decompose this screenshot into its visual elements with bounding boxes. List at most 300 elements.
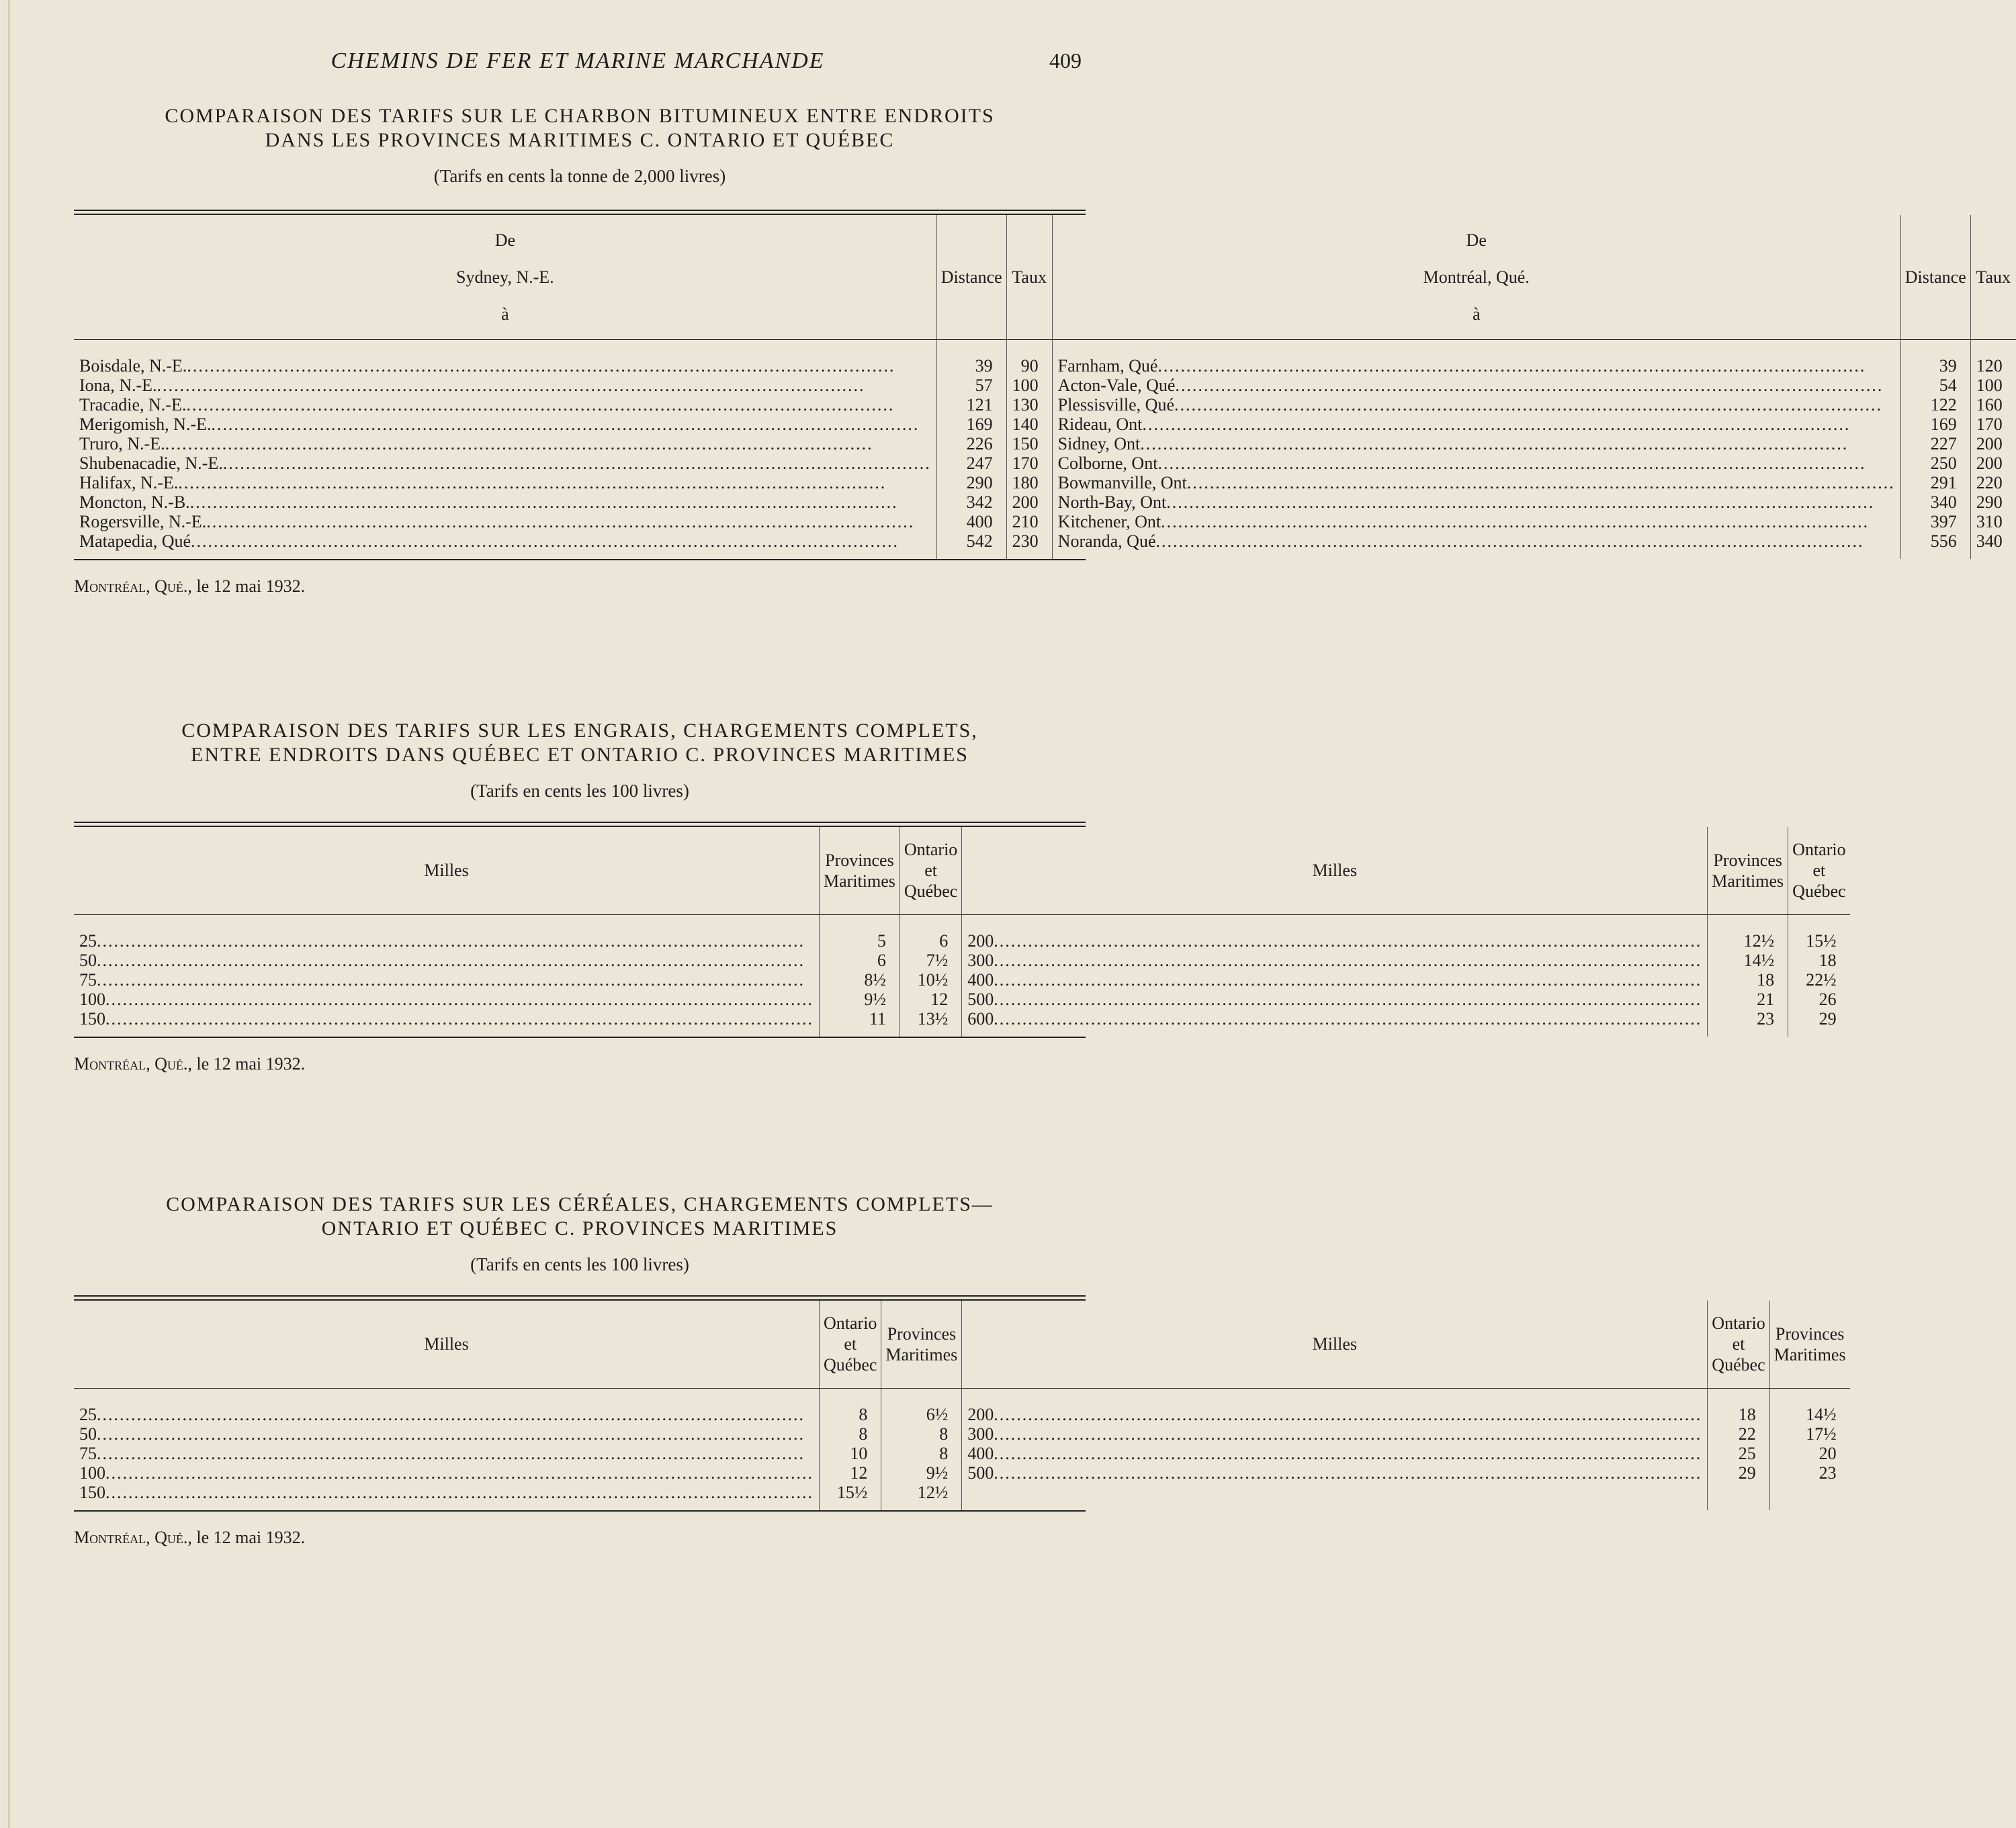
rate-cell: 170 (1006, 453, 1052, 473)
destination-from-sydney-text: Boisdale, N.-E. (79, 355, 187, 376)
coal-col-from-label: De (1466, 230, 1487, 250)
miles-cell (962, 1463, 1708, 1483)
fertilizer-col-pm-left (820, 827, 900, 914)
miles-cell-text: 500 (967, 1463, 994, 1483)
dot-leader (97, 1424, 814, 1444)
fertilizer-subheading: (Tarifs en cents les 100 livres) (470, 781, 689, 801)
rate-cell: 100 (1976, 375, 2003, 395)
fertilizer-heading-line2: ENTRE ENDROITS DANS QUÉBEC ET ONTARIO C. PROVINCES MARITIMES (191, 744, 969, 766)
rate-cell: 340 (1976, 531, 2003, 551)
miles-cell (962, 990, 1708, 1009)
rate-cell: 210 (1006, 512, 1052, 531)
distance-cell: 57 (936, 376, 1006, 395)
miles-cell (74, 1444, 820, 1463)
dot-leader (105, 1009, 814, 1029)
maritimes-rate-cell: 9½ (881, 1463, 962, 1483)
dot-leader (994, 951, 1702, 970)
destination-from-montreal-text: Bowmanville, Ont (1057, 472, 1187, 492)
miles-cell-text: 300 (967, 1424, 994, 1444)
destination-from-sydney-text: Tracadie, N.-E. (79, 394, 187, 415)
destination-from-montreal (1052, 415, 1900, 434)
cereal-table-body (74, 1388, 1850, 1510)
ontario-quebec-rate-cell: 12 (900, 990, 961, 1009)
ontario-quebec-rate-cell: 13½ (900, 1009, 961, 1029)
distance-cell: 291 (1900, 473, 1970, 492)
miles-cell (74, 1405, 820, 1424)
destination-from-sydney-text: Truro, N.-E. (79, 433, 165, 453)
miles-cell-text: 75 (79, 1443, 97, 1463)
coal-col-taux-right: Taux (1970, 215, 2016, 339)
col-oq-line1: Ontario (904, 840, 958, 860)
miles-cell-text: 500 (967, 989, 994, 1009)
dot-leader (1174, 395, 1895, 415)
table-row (74, 376, 2016, 395)
fertilizer-table-body (74, 914, 1850, 1037)
coal-col-distance-left: Distance (936, 215, 1006, 339)
maritimes-rate-cell: 8 (881, 1444, 962, 1463)
table-row (74, 1405, 1850, 1424)
table-row (74, 970, 1850, 990)
ontario-quebec-rate-cell: 22½ (1806, 969, 1837, 990)
ontario-quebec-rate-cell: 18 (1818, 950, 1837, 970)
destination-from-sydney (74, 512, 936, 531)
ontario-quebec-rate-cell: 12 (820, 1463, 881, 1483)
destination-from-sydney (74, 376, 936, 395)
coal-rates-section (74, 104, 2011, 597)
table-row (74, 512, 2016, 531)
miles-cell-text: 50 (79, 1424, 97, 1444)
distance-cell: 400 (936, 512, 1006, 531)
page-margin-line (8, 0, 10, 1828)
maritimes-rate-cell: 5 (820, 931, 900, 951)
dot-leader (105, 1483, 814, 1502)
col-oq-line3: Québec (1712, 1355, 1765, 1375)
miles-cell (962, 1424, 1708, 1444)
destination-from-sydney-text: Iona, N.-E. (79, 375, 157, 395)
miles-cell-text: 50 (79, 950, 97, 970)
destination-from-montreal-text: Rideau, Ont (1057, 414, 1143, 434)
cereal-heading (74, 1192, 1086, 1241)
cereal-col-milles-right: Milles (962, 1301, 1708, 1388)
distance-cell: 340 (1900, 492, 1970, 512)
distance-cell: 226 (936, 434, 1006, 453)
rate-cell: 130 (1006, 395, 1052, 415)
maritimes-rate-cell (1769, 1483, 1849, 1502)
running-title: CHEMINS DE FER ET MARINE MARCHANDE (331, 48, 825, 73)
col-pm-line2: Maritimes (1712, 871, 1784, 891)
table-row (74, 395, 2016, 415)
destination-from-sydney (74, 492, 936, 512)
fertilizer-col-oq-right (1788, 827, 1850, 914)
distance-cell: 169 (1900, 415, 1970, 434)
maritimes-rate-cell: 11 (820, 1009, 900, 1029)
table-row (74, 1424, 1850, 1444)
distance-cell: 342 (936, 492, 1006, 512)
fertilizer-rates-section (74, 719, 1846, 1074)
destination-from-montreal-text: Kitchener, Ont (1057, 511, 1162, 531)
dot-leader (994, 1405, 1702, 1424)
table-row (74, 951, 1850, 970)
table-row (74, 492, 2016, 512)
dot-leader (97, 1444, 814, 1463)
destination-from-sydney-text: Rogersville, N.-E. (79, 511, 207, 531)
distance-cell: 542 (936, 531, 1006, 551)
coal-heading (74, 104, 1086, 153)
ontario-quebec-rate-cell: 18 (1708, 1405, 1769, 1424)
cereal-bottom-rule (74, 1510, 1086, 1512)
miles-cell-text: 200 (967, 930, 994, 951)
destination-from-montreal-text: Noranda, Qué (1057, 531, 1156, 551)
maritimes-rate-cell: 9½ (820, 990, 900, 1009)
dot-leader (178, 473, 930, 492)
maritimes-rate-cell: 6½ (881, 1405, 962, 1424)
table-row (74, 415, 2016, 434)
destination-from-montreal (1052, 531, 1900, 551)
cereal-col-pm-right (1769, 1301, 1849, 1388)
destination-from-montreal (1052, 395, 1900, 415)
dot-leader (1166, 492, 1895, 512)
destination-from-sydney (74, 531, 936, 551)
dot-leader (994, 1444, 1702, 1463)
table-row (74, 931, 1850, 951)
dot-leader (190, 492, 931, 512)
destination-from-sydney (74, 473, 936, 492)
dot-leader (157, 376, 931, 395)
maritimes-rate-cell: 21 (1708, 990, 1788, 1009)
distance-cell: 54 (1900, 376, 1970, 395)
dot-leader (994, 931, 1702, 951)
destination-from-montreal (1052, 376, 1900, 395)
rate-cell: 90 (1006, 356, 1052, 376)
cereal-col-pm-left (881, 1301, 962, 1388)
ontario-quebec-rate-cell: 8 (820, 1405, 881, 1424)
signoff-date: , le 12 mai 1932. (187, 1053, 306, 1074)
miles-cell-text: 75 (79, 969, 97, 990)
signoff-date: , le 12 mai 1932. (187, 1527, 306, 1547)
dot-leader (105, 990, 814, 1009)
coal-col-from-sydney (74, 215, 936, 339)
table-row (74, 531, 2016, 551)
cereal-rates-table (74, 1301, 1850, 1510)
coal-col-from-label: De (494, 230, 516, 250)
distance-cell: 122 (1900, 395, 1970, 415)
coal-col-origin: Sydney, N.-E. (456, 267, 554, 287)
miles-cell-text: 25 (79, 1404, 97, 1424)
fertilizer-col-milles-left: Milles (74, 827, 820, 914)
ontario-quebec-rate-cell: 8 (820, 1424, 881, 1444)
ontario-quebec-rate-cell: 29 (1708, 1463, 1769, 1483)
miles-cell-text: 150 (79, 1008, 105, 1029)
col-pm-line2: Maritimes (824, 871, 895, 891)
miles-cell-text: 600 (967, 1008, 994, 1029)
miles-cell-text: 400 (967, 969, 994, 990)
signoff-date: , le 12 mai 1932. (187, 576, 306, 596)
rate-cell: 160 (1976, 394, 2003, 415)
page-number: 409 (1049, 48, 1082, 73)
miles-cell-text: 400 (967, 1443, 994, 1463)
miles-cell (74, 1463, 820, 1483)
col-oq-line1: Ontario (1792, 840, 1846, 860)
table-row (74, 1009, 1850, 1029)
miles-cell-text: 100 (79, 1463, 105, 1483)
dot-leader (97, 970, 814, 990)
dot-leader (1140, 434, 1895, 453)
dot-leader (191, 531, 931, 551)
col-pm-line1: Provinces (825, 850, 894, 870)
cereal-heading-line1: COMPARAISON DES TARIFS SUR LES CÉRÉALES, CHARGEMENTS COMPLETS— (166, 1193, 994, 1215)
cereal-heading-line2: ONTARIO ET QUÉBEC C. PROVINCES MARITIMES (321, 1217, 838, 1239)
maritimes-rate-cell: 23 (1708, 1009, 1788, 1029)
rate-cell: 170 (1976, 414, 2003, 434)
ontario-quebec-rate-cell (1708, 1483, 1769, 1502)
ontario-quebec-rate-cell: 22 (1708, 1424, 1769, 1444)
dot-leader (1161, 512, 1895, 531)
dot-leader (187, 356, 930, 376)
miles-cell (962, 1009, 1708, 1029)
dot-leader (1157, 453, 1894, 473)
rate-cell: 120 (1976, 355, 2003, 376)
destination-from-montreal (1052, 434, 1900, 453)
distance-cell: 290 (936, 473, 1006, 492)
destination-from-sydney-text: Halifax, N.-E. (79, 472, 179, 492)
ontario-quebec-rate-cell: 10 (820, 1444, 881, 1463)
coal-col-to-label: à (1472, 304, 1481, 324)
destination-from-montreal-text: Acton-Vale, Qué (1057, 375, 1176, 395)
destination-from-sydney (74, 434, 936, 453)
cereal-subheading: (Tarifs en cents les 100 livres) (470, 1254, 689, 1274)
destination-from-montreal (1052, 356, 1900, 376)
rate-cell: 200 (1976, 453, 2003, 473)
col-oq-line3: Québec (1792, 881, 1846, 902)
coal-col-origin: Montréal, Qué. (1423, 267, 1530, 287)
maritimes-rate-cell: 20 (1818, 1443, 1837, 1463)
fertilizer-bottom-rule (74, 1037, 1086, 1038)
dot-leader (1142, 415, 1894, 434)
col-oq-line1: Ontario (1712, 1313, 1765, 1334)
rate-cell: 230 (1006, 531, 1052, 551)
destination-from-sydney-text: Merigomish, N.-E. (79, 414, 212, 434)
destination-from-montreal (1052, 453, 1900, 473)
destination-from-montreal-text: Farnham, Qué (1057, 355, 1158, 376)
destination-from-sydney (74, 415, 936, 434)
dot-leader (97, 1405, 814, 1424)
destination-from-montreal-text: Colborne, Ont (1057, 453, 1158, 473)
ontario-quebec-rate-cell: 7½ (900, 951, 961, 970)
maritimes-rate-cell: 6 (820, 951, 900, 970)
col-pm-line1: Provinces (887, 1323, 957, 1344)
maritimes-rate-cell: 14½ (1806, 1404, 1837, 1424)
miles-cell (74, 951, 820, 970)
dot-leader (994, 970, 1702, 990)
miles-cell (962, 931, 1708, 951)
miles-cell (74, 1424, 820, 1444)
coal-heading-line1: COMPARAISON DES TARIFS SUR LE CHARBON BITUMINEUX ENTRE ENDROITS (165, 105, 995, 127)
dot-leader (994, 1424, 1702, 1444)
fertilizer-top-rule (74, 822, 1086, 827)
dot-leader (165, 434, 931, 453)
miles-cell-text: 300 (967, 950, 994, 970)
dot-leader (97, 931, 814, 951)
dot-leader (1175, 376, 1894, 395)
miles-cell-text: 200 (967, 1404, 994, 1424)
table-row (74, 1483, 1850, 1502)
table-row (74, 356, 2016, 376)
dot-leader (206, 512, 931, 531)
destination-from-montreal-text: Sidney, Ont (1057, 433, 1141, 453)
table-row (74, 1463, 1850, 1483)
rate-cell: 100 (1006, 376, 1052, 395)
col-oq-line2: et (924, 861, 937, 881)
ontario-quebec-rate-cell: 15½ (1806, 930, 1837, 951)
fertilizer-rates-table (74, 827, 1850, 1037)
miles-cell (74, 990, 820, 1009)
cereal-top-rule (74, 1295, 1086, 1301)
col-pm-line1: Provinces (1713, 850, 1782, 870)
coal-rates-table (74, 215, 2016, 559)
distance-cell: 39 (936, 356, 1006, 376)
dot-leader (1187, 473, 1895, 492)
ontario-quebec-rate-cell: 26 (1818, 989, 1837, 1009)
cereal-signoff (74, 1528, 1086, 1548)
cereal-rates-section (74, 1192, 1846, 1548)
coal-bottom-rule (74, 559, 1086, 560)
miles-cell (74, 970, 820, 990)
coal-col-taux-left: Taux (1006, 215, 1052, 339)
cereal-col-oq-left (820, 1301, 881, 1388)
maritimes-rate-cell: 14½ (1708, 951, 1788, 970)
coal-table-body (74, 339, 2016, 559)
fertilizer-signoff (74, 1054, 1086, 1074)
maritimes-rate-cell: 12½ (881, 1483, 962, 1502)
maritimes-rate-cell: 12½ (1708, 931, 1788, 951)
ontario-quebec-rate-cell: 10½ (900, 970, 961, 990)
destination-from-sydney (74, 395, 936, 415)
ontario-quebec-rate-cell: 25 (1708, 1444, 1769, 1463)
fertilizer-heading-line1: COMPARAISON DES TARIFS SUR LES ENGRAIS, CHARGEMENTS COMPLETS, (181, 720, 978, 742)
coal-heading-line2: DANS LES PROVINCES MARITIMES C. ONTARIO ET QUÉBEC (265, 129, 895, 151)
miles-cell-text: 25 (79, 930, 97, 951)
distance-cell: 247 (936, 453, 1006, 473)
rate-cell: 310 (1976, 511, 2003, 531)
dot-leader (186, 395, 930, 415)
dot-leader (994, 990, 1702, 1009)
table-row (74, 990, 1850, 1009)
col-pm-line2: Maritimes (1773, 1344, 1846, 1364)
coal-col-distance-right: Distance (1900, 215, 1970, 339)
page-header (74, 48, 1082, 82)
miles-cell (74, 1483, 820, 1502)
rate-cell: 290 (1976, 492, 2003, 512)
miles-cell (962, 1444, 1708, 1463)
coal-col-to-label: à (501, 304, 509, 324)
destination-from-sydney (74, 356, 936, 376)
fertilizer-heading (74, 719, 1086, 767)
dot-leader (1156, 531, 1895, 551)
maritimes-rate-cell: 18 (1708, 970, 1788, 990)
fertilizer-col-pm-right (1708, 827, 1788, 914)
table-row (74, 473, 2016, 492)
col-oq-line2: et (1732, 1334, 1745, 1354)
distance-cell: 227 (1900, 434, 1970, 453)
distance-cell: 169 (936, 415, 1006, 434)
destination-from-sydney-text: Shubenacadie, N.-E. (79, 453, 223, 473)
table-row (74, 434, 2016, 453)
col-oq-line1: Ontario (824, 1313, 877, 1334)
rate-cell: 180 (1006, 473, 1052, 492)
ontario-quebec-rate-cell: 6 (900, 931, 961, 951)
col-oq-line2: et (844, 1334, 857, 1354)
cereal-col-oq-right (1708, 1301, 1769, 1388)
col-oq-line3: Québec (904, 881, 958, 902)
dot-leader (994, 1463, 1702, 1483)
ontario-quebec-rate-cell: 15½ (820, 1483, 881, 1502)
maritimes-rate-cell: 8 (881, 1424, 962, 1444)
destination-from-montreal (1052, 492, 1900, 512)
coal-col-from-montreal (1052, 215, 1900, 339)
ontario-quebec-rate-cell: 29 (1818, 1008, 1837, 1029)
col-pm-line1: Provinces (1775, 1323, 1845, 1344)
destination-from-montreal (1052, 512, 1900, 531)
coal-top-rule (74, 210, 1086, 215)
coal-signoff (74, 576, 1086, 597)
dot-leader (1157, 356, 1894, 376)
fertilizer-col-milles-right: Milles (962, 827, 1708, 914)
table-row (74, 453, 2016, 473)
destination-from-sydney-text: Moncton, N.-B. (79, 492, 190, 512)
distance-cell: 556 (1900, 531, 1970, 551)
destination-from-montreal-text: North-Bay, Ont (1057, 492, 1167, 512)
dot-leader (105, 1463, 814, 1483)
col-oq-line3: Québec (824, 1355, 877, 1375)
col-oq-line2: et (1812, 861, 1826, 881)
cereal-col-milles-left: Milles (74, 1301, 820, 1388)
signoff-city: Montréal, Qué. (74, 1527, 188, 1547)
distance-cell: 121 (936, 395, 1006, 415)
miles-cell (962, 970, 1708, 990)
rate-cell: 200 (1976, 433, 2003, 453)
coal-subheading: (Tarifs en cents la tonne de 2,000 livres) (433, 166, 726, 186)
rate-cell: 150 (1006, 434, 1052, 453)
maritimes-rate-cell: 8½ (820, 970, 900, 990)
table-row (74, 1444, 1850, 1463)
maritimes-rate-cell: 17½ (1806, 1424, 1837, 1444)
destination-from-montreal-text: Plessisville, Qué (1057, 394, 1175, 415)
destination-from-sydney (74, 453, 936, 473)
col-pm-line2: Maritimes (885, 1344, 958, 1364)
dot-leader (223, 453, 931, 473)
distance-cell: 397 (1900, 512, 1970, 531)
rate-cell: 200 (1006, 492, 1052, 512)
destination-from-sydney-text: Matapedia, Qué (79, 531, 191, 551)
rate-cell: 220 (1976, 472, 2003, 492)
empty-cell (962, 1483, 1708, 1502)
signoff-city: Montréal, Qué. (74, 576, 188, 596)
miles-cell (962, 951, 1708, 970)
fertilizer-col-oq-left (900, 827, 961, 914)
miles-cell (962, 1405, 1708, 1424)
destination-from-montreal (1052, 473, 1900, 492)
rate-cell: 140 (1006, 415, 1052, 434)
miles-cell (74, 1009, 820, 1029)
signoff-city: Montréal, Qué. (74, 1053, 188, 1074)
miles-cell-text: 100 (79, 989, 105, 1009)
dot-leader (211, 415, 930, 434)
distance-cell: 250 (1900, 453, 1970, 473)
maritimes-rate-cell: 23 (1818, 1463, 1837, 1483)
miles-cell (74, 931, 820, 951)
dot-leader (97, 951, 814, 970)
miles-cell-text: 150 (79, 1482, 105, 1502)
